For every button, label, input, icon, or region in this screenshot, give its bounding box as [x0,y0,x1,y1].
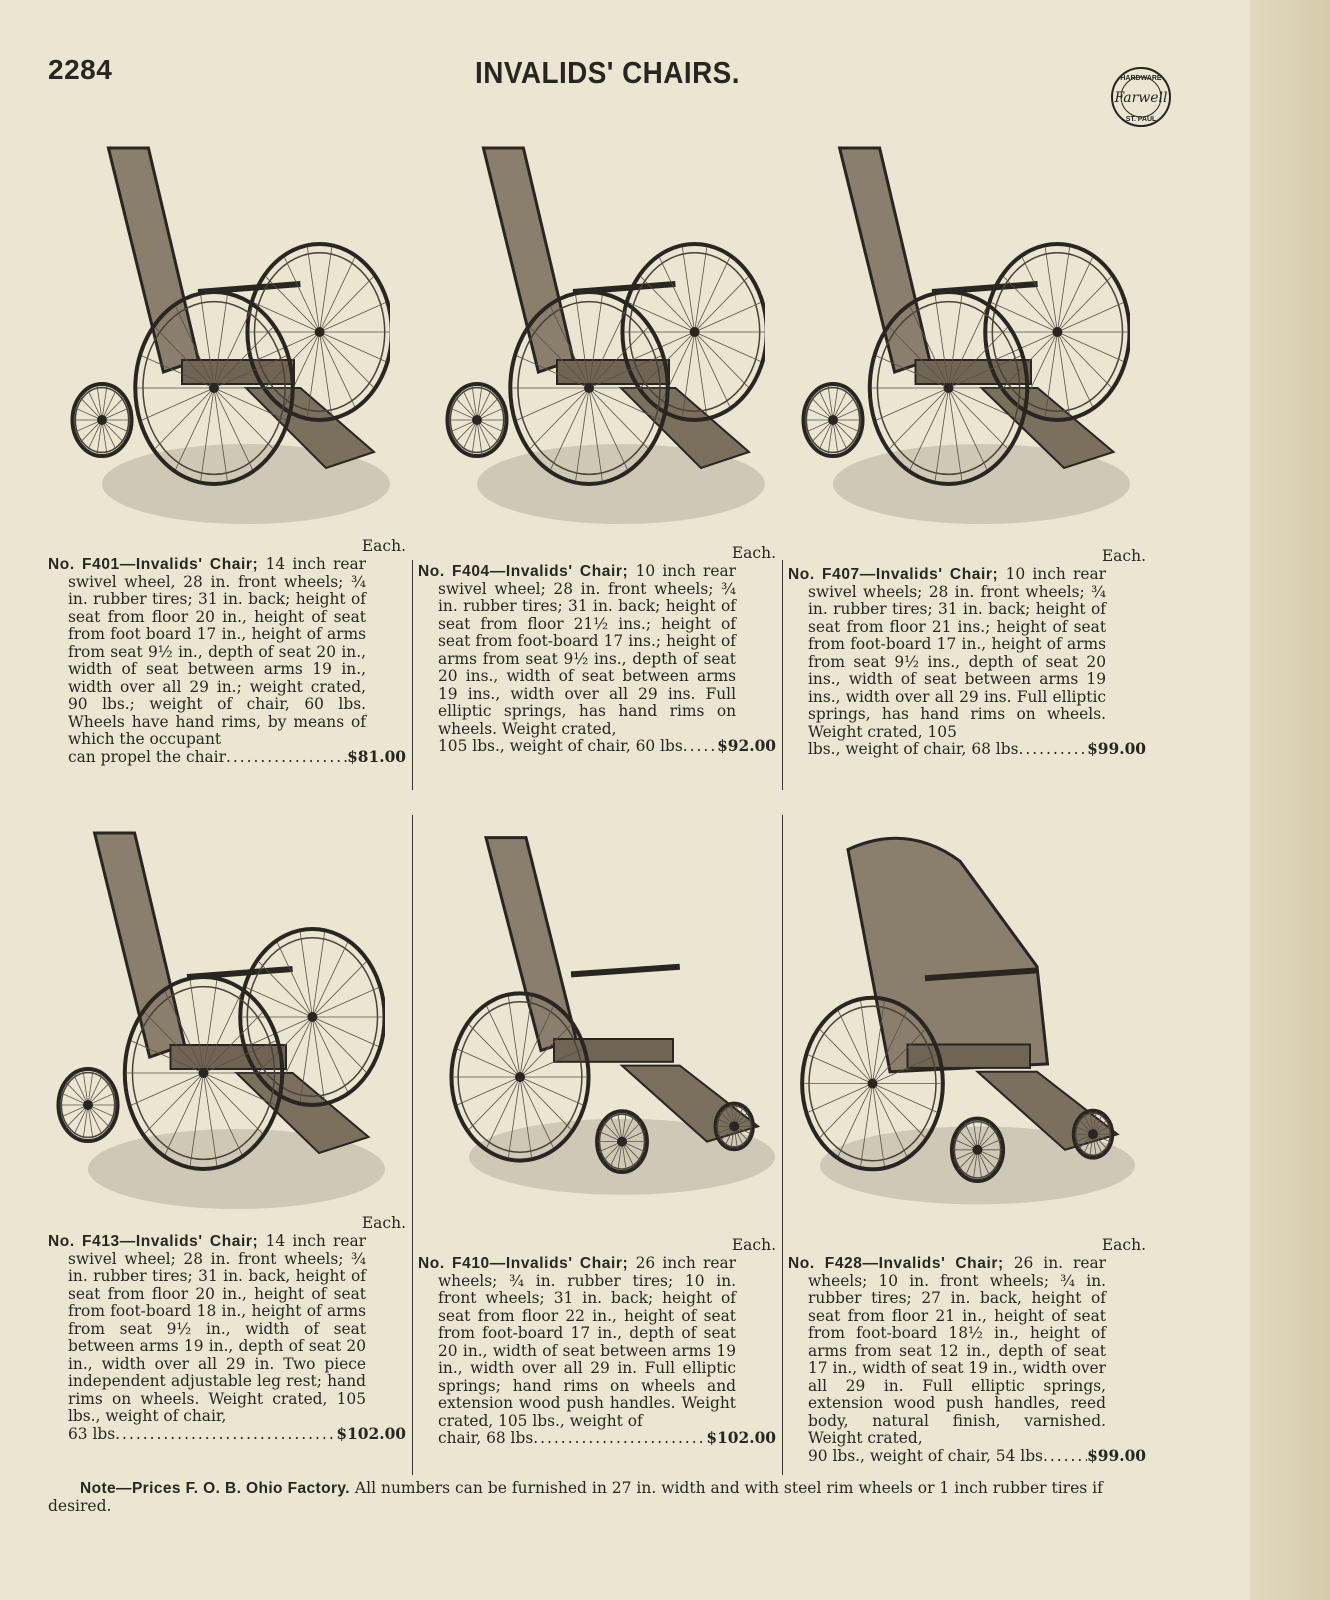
product-price: $102.00 [706,1430,776,1447]
product-price: $92.00 [717,738,776,755]
svg-text:Farwell: Farwell [1114,90,1168,106]
product-number: No. F413 [48,1232,120,1250]
note-text: All numbers can be furnished in 27 in. width and with steel rim wheels or 1 inch rubber tires if desired. [48,1479,1103,1515]
footer-note [48,1480,1168,1516]
each-label: Each. [731,1236,776,1254]
product-number: No. F428 [788,1254,863,1272]
chair-illustration-f410 [435,830,775,1210]
product-number: No. F410 [418,1254,490,1272]
column-divider [782,815,783,1475]
page-number: 2284 [48,54,113,85]
page-edge [1250,0,1330,1600]
product-name: —Invalids' Chair; [119,1232,259,1250]
product-description: 26 in. rear wheels; 10 in. front wheels; ¾ in. rubber tires; 27 in. back, height of seat from floor 21 in., height of seat from foot-board 18½ in., height of arms from seat 12 in., depth of seat 17 in., width of seat 19 in., width over all 29 in. Full elliptic springs, extension wood push handles, reed body, natural finish, varnished. Weight crated, [808,1253,1106,1447]
product-f404 [418,544,776,756]
product-price: $99.00 [1087,1447,1146,1465]
column-divider [782,560,783,790]
product-f410 [418,1236,776,1448]
chair-illustration-f404 [445,140,765,540]
product-last-line: 105 lbs., weight of chair, 60 lbs [438,738,683,755]
product-number: No. F401 [48,555,120,573]
column-divider [412,815,413,1475]
product-name: —Invalids' Chair; [119,555,259,573]
product-price: $81.00 [347,748,406,766]
farwell-seal-logo [1110,66,1172,128]
product-last-line: can propel the chair [68,748,226,766]
product-name: —Invalids' Chair; [862,1254,1004,1272]
product-number: No. F407 [788,565,860,583]
product-description: 26 inch rear wheels; ¾ in. rubber tires; 10 in. front wheels; 31 in. back; height of seat from floor 22 in., height of seat from foot-board 17 in., depth of seat 20 in., width of seat between arms 19 in., width over all 29 in. Full elliptic springs; hand rims on wheels and extension wood push handles. Weight crated, 105 lbs., weight of [438,1253,736,1430]
product-last-line: chair, 68 lbs [438,1430,534,1447]
product-f401 [48,537,406,766]
product-description: 10 inch rear swivel wheels; 28 in. front wheels; ¾ in. rubber tires; 31 in. back; height of seat from floor 21 ins.; height of seat from foot-board 17 in., height of arms from seat 9½ ins., depth of seat 20 ins., width of seat between arms 19 ins., width over all 29 ins. Full elliptic springs, has hand rims on wheels. Weight crated, 105 [808,564,1106,741]
product-last-line: 90 lbs., weight of chair, 54 lbs [808,1447,1043,1465]
product-f428 [788,1236,1146,1465]
product-description: 14 inch rear swivel wheel; 28 in. front wheels; ¾ in. rubber tires; 31 in. back, height of seat from floor 20 in., height of seat from foot-board 18 in., height of arms from seat 9½ in., width of seat between arms 19 in., depth of seat 20 in., width over all 29 in. Two piece independent adjustable leg rest; hand rims on wheels. Weight crated, 105 lbs., weight of chair, [68,1231,366,1425]
chair-illustration-f407 [800,140,1130,540]
svg-text:ST. PAUL: ST. PAUL [1125,116,1157,123]
each-label: Each. [361,1214,406,1232]
chair-illustration-f413 [55,825,385,1225]
column-divider [412,560,413,790]
product-number: No. F404 [418,562,490,580]
product-name: —Invalids' Chair; [489,1254,629,1272]
page-title: INVALIDS' CHAIRS. [475,55,740,90]
product-last-line: 63 lbs [68,1425,116,1443]
svg-text:HARDWARE: HARDWARE [1120,75,1162,82]
product-f413 [48,1214,406,1443]
each-label: Each. [361,537,406,555]
each-label: Each. [731,544,776,562]
product-name: —Invalids' Chair; [489,562,629,580]
chair-illustration-f428 [785,830,1135,1220]
product-name: —Invalids' Chair; [859,565,999,583]
each-label: Each. [1101,1236,1146,1254]
note-label: Note—Prices F. O. B. Ohio Factory. [80,1480,350,1497]
product-price: $99.00 [1087,741,1146,758]
chair-illustration-f401 [70,140,390,540]
product-description: 10 inch rear swivel wheel; 28 in. front wheels; ¾ in. rubber tires; 31 in. back; height of seat from floor 21½ ins.; height of seat from foot-board 17 ins.; height of arms from seat 9½ ins., depth of seat 20 ins., width of seat between arms 19 ins., width over all 29 ins. Full elliptic springs, has hand rims on wheels. Weight crated, [438,561,736,738]
product-f407 [788,547,1146,759]
product-last-line: lbs., weight of chair, 68 lbs [808,741,1019,758]
product-description: 14 inch rear swivel wheel, 28 in. front wheels; ¾ in. rubber tires; 31 in. back; height of seat from floor 20 in., height of seat from foot board 17 in., height of arms from seat 9½ in., depth of seat 20 in., width of seat between arms 19 in., width over all 29 in.; weight crated, 90 lbs.; weight of chair, 60 lbs. Wheels have hand rims, by means of which the occupant [68,554,366,748]
product-price: $102.00 [336,1425,406,1443]
each-label: Each. [1101,547,1146,565]
